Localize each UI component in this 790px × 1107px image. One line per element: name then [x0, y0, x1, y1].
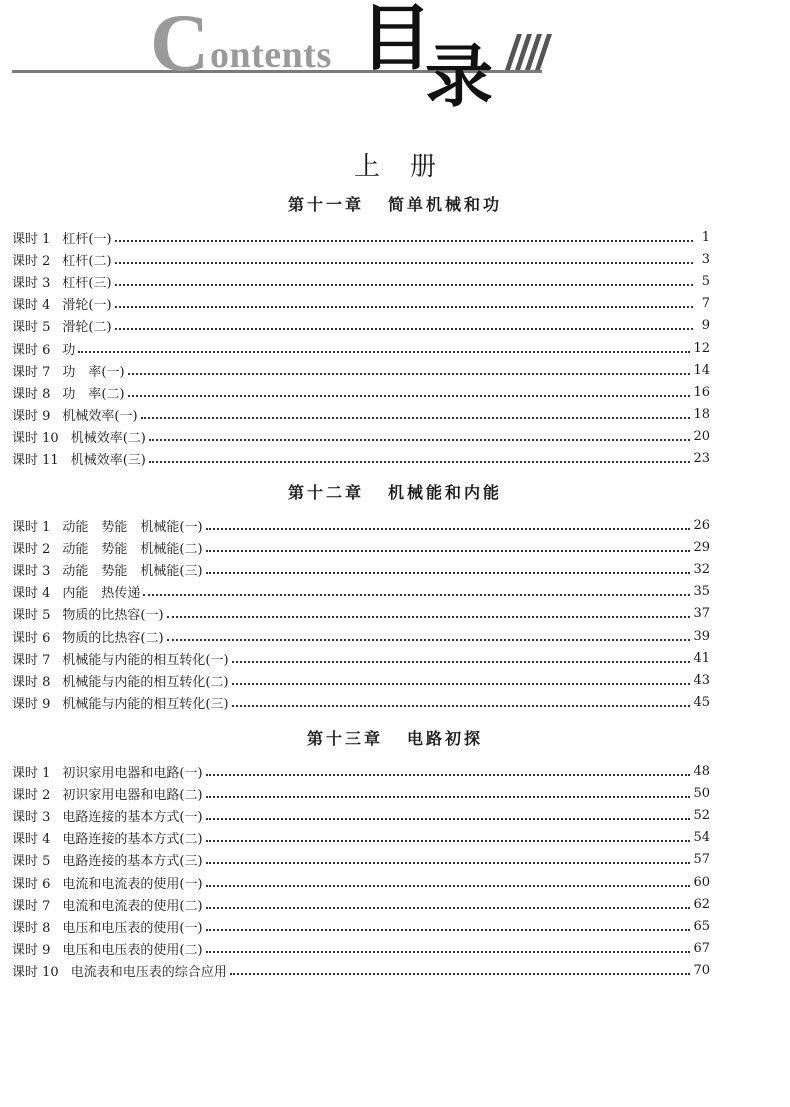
page-number: 12	[693, 340, 710, 356]
dot-leader	[141, 416, 691, 419]
toc-entry[interactable]	[12, 337, 710, 359]
dot-leader	[115, 305, 693, 308]
toc-entry[interactable]	[12, 581, 710, 603]
lesson-number: 课时 6	[12, 630, 51, 646]
page-number: 60	[693, 874, 710, 890]
toc-entry[interactable]	[12, 381, 710, 403]
lesson-number: 课时 3	[12, 563, 51, 579]
page-number: 9	[701, 318, 710, 334]
dot-leader	[206, 773, 691, 776]
toc-entry[interactable]	[12, 647, 710, 669]
contents-header	[0, 0, 790, 130]
lesson-title: 电路连接的基本方式(三)	[62, 854, 203, 870]
dot-leader	[206, 928, 691, 931]
lesson-title: 动能 势能 机械能(三)	[62, 563, 203, 579]
toc-entry[interactable]	[12, 558, 710, 580]
page-number: 18	[693, 407, 710, 423]
dot-leader	[230, 972, 691, 975]
page-number: 1	[701, 229, 710, 245]
lesson-title: 电压和电压表的使用(一)	[62, 920, 203, 936]
lesson-title: 功 率(二)	[62, 386, 125, 402]
lesson-title: 电流表和电压表的综合应用	[70, 965, 227, 981]
toc-entry[interactable]	[12, 359, 710, 381]
lesson-title: 机械能与内能的相互转化(三)	[62, 697, 229, 713]
page-number: 20	[693, 429, 710, 445]
page-number: 70	[693, 963, 710, 979]
lesson-title: 机械能与内能的相互转化(一)	[62, 652, 229, 668]
lesson-number: 课时 7	[12, 652, 51, 668]
page-number: 26	[693, 517, 710, 533]
toc-entry[interactable]	[12, 938, 710, 960]
lesson-number: 课时 2	[12, 541, 51, 557]
chapter-heading	[0, 192, 790, 215]
page-number: 5	[701, 273, 710, 289]
dot-leader	[232, 682, 691, 685]
dot-leader	[232, 704, 691, 707]
lesson-number: 课时 9	[12, 409, 51, 425]
dot-leader	[115, 327, 693, 330]
contents-zh-lu: 录	[425, 38, 494, 117]
page-number: 48	[693, 763, 710, 779]
lesson-title: 杠杆(三)	[62, 275, 112, 291]
dot-leader	[206, 861, 691, 864]
dot-leader	[167, 615, 691, 618]
page-number: 35	[693, 584, 710, 600]
lesson-number: 课时 2	[12, 787, 51, 803]
dot-leader	[206, 795, 691, 798]
dot-leader	[206, 884, 691, 887]
page-number: 54	[693, 830, 710, 846]
toc-entry[interactable]	[12, 293, 710, 315]
lesson-number: 课时 8	[12, 920, 51, 936]
toc-entry[interactable]	[12, 226, 710, 248]
lesson-number: 课时 4	[12, 298, 51, 314]
lesson-title: 初识家用电器和电路(一)	[62, 765, 203, 781]
lesson-title: 机械效率(三)	[70, 453, 146, 469]
toc-entry[interactable]	[12, 426, 710, 448]
toc-entry[interactable]	[12, 404, 710, 426]
lesson-title: 机械效率(二)	[70, 431, 146, 447]
chapter-entry-list	[12, 514, 710, 714]
lesson-number: 课时 5	[12, 854, 51, 870]
lesson-number: 课时 1	[12, 765, 51, 781]
dot-leader	[149, 460, 691, 463]
lesson-number: 课时 7	[12, 364, 51, 380]
lesson-number: 课时 5	[12, 320, 51, 336]
chapter-title: 电路初探	[407, 729, 484, 748]
dot-leader	[128, 394, 691, 397]
lesson-number: 课时 7	[12, 898, 51, 914]
lesson-title: 电路连接的基本方式(一)	[62, 809, 203, 825]
contents-letter-c: C	[150, 0, 210, 88]
chapter-number: 第十一章	[287, 195, 364, 214]
contents-word: ontents	[210, 34, 332, 76]
dot-leader	[206, 950, 691, 953]
lesson-title: 滑轮(二)	[62, 320, 112, 336]
slash-decoration-icon	[495, 32, 555, 72]
dot-leader	[206, 906, 691, 909]
lesson-number: 课时 4	[12, 832, 51, 848]
toc-entry[interactable]	[12, 270, 710, 292]
lesson-title: 杠杆(二)	[62, 253, 112, 269]
lesson-number: 课时 3	[12, 275, 51, 291]
toc-entry[interactable]	[12, 514, 710, 536]
page-number: 14	[693, 362, 710, 378]
dot-leader	[115, 283, 693, 286]
page-number: 62	[693, 896, 710, 912]
page-number: 37	[693, 606, 710, 622]
lesson-number: 课时 9	[12, 943, 51, 959]
dot-leader	[206, 549, 691, 552]
lesson-number: 课时 8	[12, 386, 51, 402]
chapter-entry-list	[12, 760, 710, 982]
toc-entry[interactable]	[12, 625, 710, 647]
page-number: 16	[693, 384, 710, 400]
dot-leader	[78, 350, 690, 353]
lesson-title: 功	[62, 342, 76, 358]
toc-entry[interactable]	[12, 603, 710, 625]
lesson-number: 课时 10	[12, 431, 59, 447]
lesson-title: 机械能与内能的相互转化(二)	[62, 674, 229, 690]
lesson-title: 电路连接的基本方式(二)	[62, 832, 203, 848]
toc-entry[interactable]	[12, 782, 710, 804]
page-number: 41	[693, 650, 710, 666]
chapter-number: 第十二章	[287, 483, 364, 502]
toc-entry[interactable]	[12, 893, 710, 915]
lesson-title: 电压和电压表的使用(二)	[62, 943, 203, 959]
toc-entry[interactable]	[12, 536, 710, 558]
dot-leader	[115, 261, 693, 264]
page-number: 50	[693, 785, 710, 801]
dot-leader	[115, 239, 693, 242]
lesson-title: 动能 势能 机械能(一)	[62, 519, 203, 535]
lesson-title: 电流和电流表的使用(二)	[62, 898, 203, 914]
lesson-title: 滑轮(一)	[62, 298, 112, 314]
chapter-heading	[0, 726, 790, 749]
lesson-title: 功 率(一)	[62, 364, 125, 380]
page-number: 23	[693, 451, 710, 467]
toc-entry[interactable]	[12, 849, 710, 871]
dot-leader	[206, 817, 691, 820]
lesson-number: 课时 11	[12, 453, 59, 469]
lesson-number: 课时 8	[12, 674, 51, 690]
toc-entry[interactable]	[12, 448, 710, 470]
lesson-number: 课时 6	[12, 342, 51, 358]
lesson-number: 课时 6	[12, 876, 51, 892]
lesson-number: 课时 1	[12, 231, 51, 247]
page-number: 7	[701, 296, 710, 312]
page-number: 52	[693, 807, 710, 823]
toc-entry[interactable]	[12, 760, 710, 782]
lesson-title: 电流和电流表的使用(一)	[62, 876, 203, 892]
page-number: 45	[693, 695, 710, 711]
lesson-number: 课时 2	[12, 253, 51, 269]
toc-entry[interactable]	[12, 871, 710, 893]
page-number: 67	[693, 941, 710, 957]
page-number: 57	[693, 852, 710, 868]
lesson-title: 物质的比热容(二)	[62, 630, 164, 646]
page-number: 3	[701, 251, 710, 267]
lesson-title: 内能 热传递	[62, 586, 141, 602]
page-number: 39	[693, 628, 710, 644]
lesson-number: 课时 5	[12, 608, 51, 624]
lesson-title: 动能 势能 机械能(二)	[62, 541, 203, 557]
lesson-title: 杠杆(一)	[62, 231, 112, 247]
lesson-number: 课时 3	[12, 809, 51, 825]
chapter-title: 简单机械和功	[388, 195, 503, 214]
chapter-title: 机械能和内能	[388, 483, 503, 502]
toc-entry[interactable]	[12, 915, 710, 937]
lesson-number: 课时 10	[12, 965, 59, 981]
volume-title: 上册	[353, 152, 466, 182]
toc-entry[interactable]	[12, 827, 710, 849]
dot-leader	[206, 527, 691, 530]
page-number: 32	[693, 561, 710, 577]
dot-leader	[232, 660, 691, 663]
lesson-title: 物质的比热容(一)	[62, 608, 164, 624]
lesson-number: 课时 1	[12, 519, 51, 535]
toc-entry[interactable]	[12, 804, 710, 826]
dot-leader	[206, 571, 691, 574]
toc-entry[interactable]	[12, 315, 710, 337]
lesson-number: 课时 4	[12, 586, 51, 602]
dot-leader	[167, 638, 691, 641]
page-number: 65	[693, 918, 710, 934]
toc-entry[interactable]	[12, 960, 710, 982]
lesson-title: 机械效率(一)	[62, 409, 138, 425]
contents-zh-mu: 目	[360, 0, 433, 80]
chapter-number: 第十三章	[306, 729, 383, 748]
chapter-heading	[0, 480, 790, 503]
page-number: 29	[693, 539, 710, 555]
toc-entry[interactable]	[12, 248, 710, 270]
dot-leader	[128, 372, 691, 375]
lesson-number: 课时 9	[12, 697, 51, 713]
dot-leader	[149, 438, 691, 441]
dot-leader	[206, 839, 691, 842]
chapter-entry-list	[12, 226, 710, 470]
page-number: 43	[693, 672, 710, 688]
toc-entry[interactable]	[12, 692, 710, 714]
toc-entry[interactable]	[12, 669, 710, 691]
dot-leader	[143, 593, 690, 596]
lesson-title: 初识家用电器和电路(二)	[62, 787, 203, 803]
